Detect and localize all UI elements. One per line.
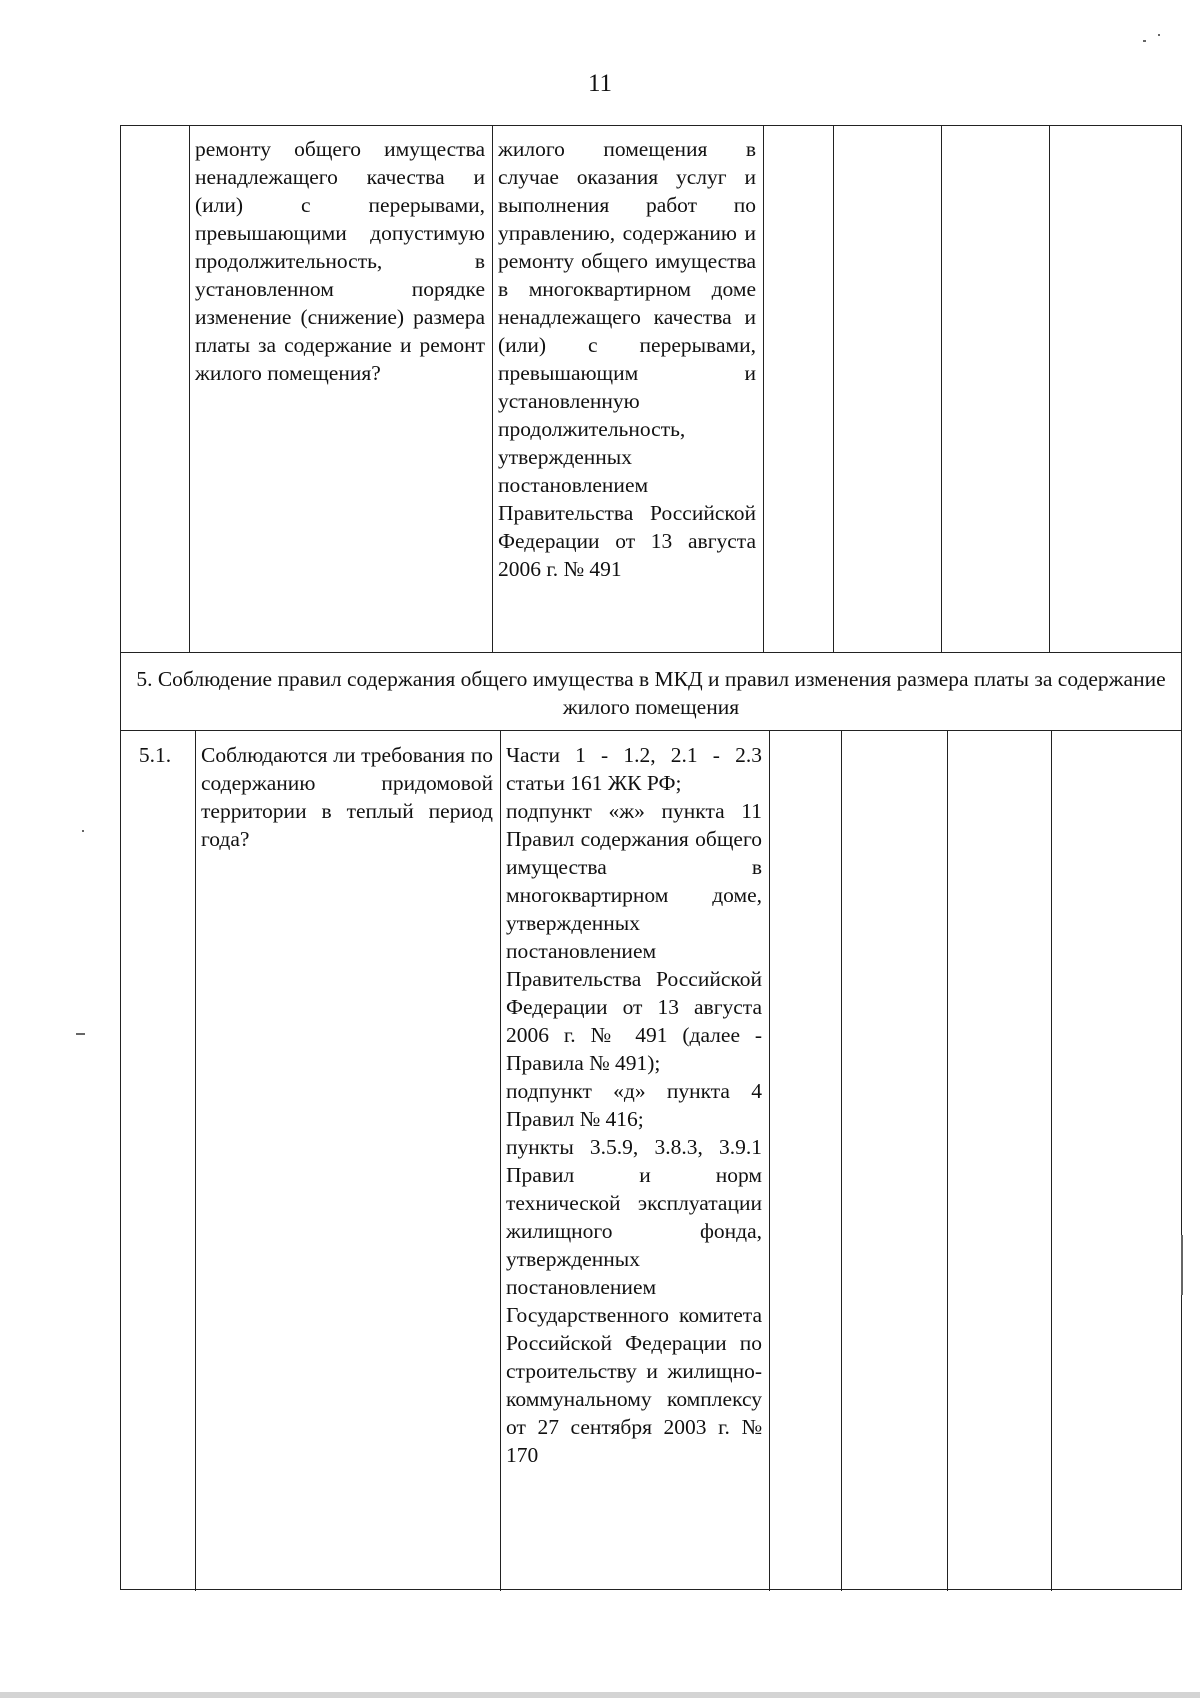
item-5-1-legal-basis-text: Части 1 - 1.2, 2.1 - 2.3 статьи 161 ЖК РФ; подпункт «ж» пункта 11 Правил содержания общего имущества в многоквартирном доме, утвержденных постановлением Правительства Российской Федерации от 13 августа 2006 г. № 491 (далее - Правила № 491); подпункт «д» пункта 4 Правил № 416; пункты 3.5.9, 3.8.3, 3.9.1 Правил и норм технической эксплуатации жилищного фонда, утвержденных постановлением Государственного комитета Российской Федерации по строительству и жилищно-коммунальному комплексу от 27 сентября 2003 г. № 170 [506, 743, 762, 1467]
col-divider-5-lower [947, 730, 948, 1591]
col-divider-1-upper [189, 126, 190, 652]
section-5-heading: 5. Соблюдение правил содержания общего имущества в МКД и правил изменения размера платы за содержание жилого помещения [136, 667, 1166, 719]
col-divider-4-upper [833, 126, 834, 652]
col-divider-2-lower [500, 730, 501, 1591]
continued-question-text: ремонту общего имущества ненадлежащего качества и (или) с перерывами, превышающими допустимую продолжительность, в установленном порядке изменение (снижение) размера платы за содержание и ремонт жилого помещения? [195, 137, 485, 385]
col-divider-4-lower [841, 730, 842, 1591]
scan-edge [0, 1692, 1200, 1698]
item-5-1-question-text: Соблюдаются ли требования по содержанию придомовой территории в теплый период года? [201, 743, 493, 851]
page-number: 11 [587, 70, 613, 97]
row-divider-bottom [121, 730, 1181, 731]
col-divider-6-lower [1051, 730, 1052, 1591]
col-divider-3-lower [769, 730, 770, 1591]
checklist-table [120, 125, 1182, 1590]
col-divider-6-upper [1049, 126, 1050, 652]
scan-speck [1143, 40, 1146, 42]
scan-speck [82, 830, 84, 832]
col-divider-2-upper [492, 126, 493, 652]
item-number: 5.1. [138, 743, 172, 767]
scan-speck [76, 1033, 85, 1035]
continued-legal-basis-text: жилого помещения в случае оказания услуг и выполнения работ по управлению, содержанию и ремонту общего имущества в многоквартирном доме ненадлежащего качества и (или) с перерывами, превышающим и установленную продолжительность, утвержденных постановлением Правительства Российской Федерации от 13 августа 2006 г. № 491 [498, 137, 756, 581]
row-divider-top [121, 652, 1181, 653]
col-divider-5-upper [941, 126, 942, 652]
scan-speck [1158, 34, 1160, 36]
col-divider-3-upper [763, 126, 764, 652]
scan-mark [1181, 1235, 1183, 1295]
col-divider-1-lower [195, 730, 196, 1591]
